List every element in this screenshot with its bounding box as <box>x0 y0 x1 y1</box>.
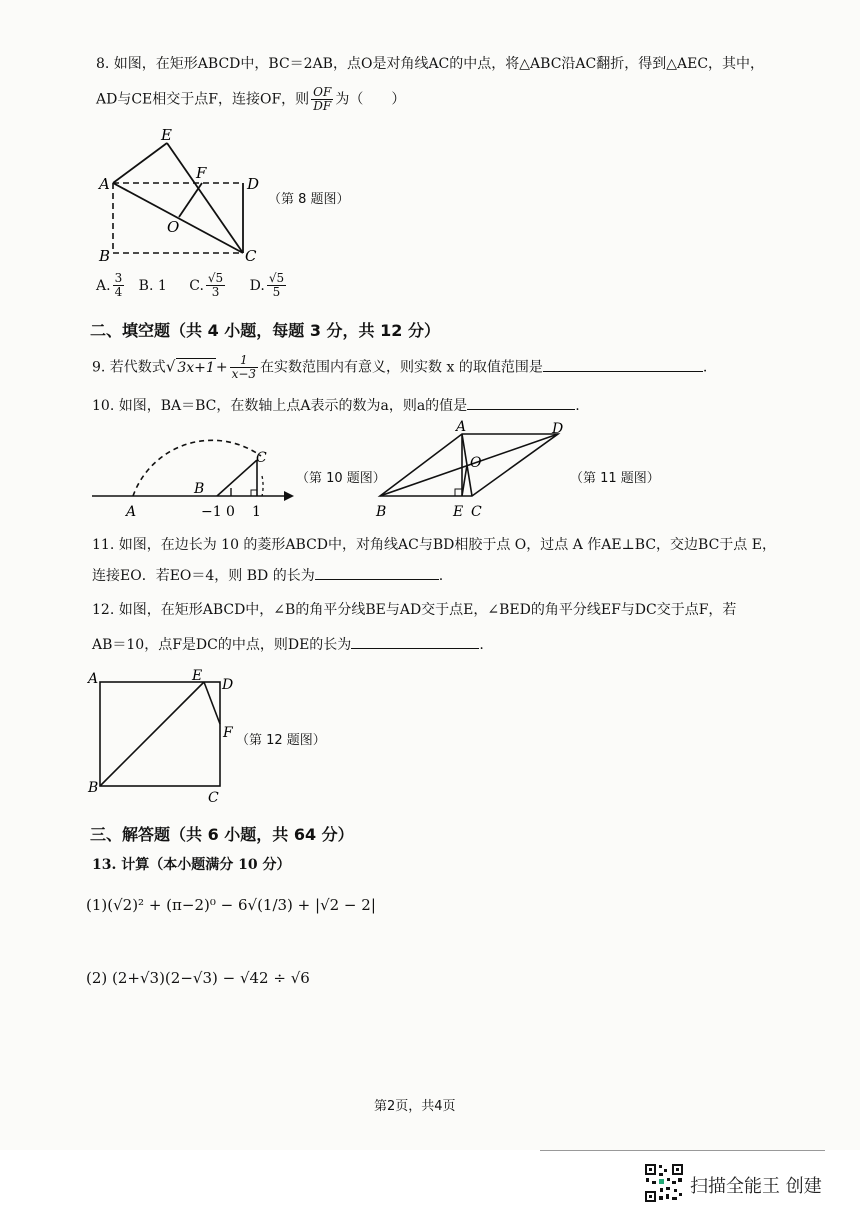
q11-line1: 11. 如图，在边长为 10 的菱形ABCD中，对角线AC与BD相胶于点 O，过点 A 作AE⊥BC，交边BC于点 E， <box>92 537 776 553</box>
q10-text: 10. 如图，BA＝BC，在数轴上点A表示的数为a，则a的值是 . <box>92 398 580 414</box>
q10-figure <box>88 420 298 525</box>
q10-tick-0: 0 <box>226 504 235 520</box>
q11-answer-blank[interactable] <box>315 579 439 580</box>
q12-figure <box>86 668 246 806</box>
q12-label-F: F <box>223 725 233 741</box>
q8-line2-pre: AD与CE相交于点F，连接OF，则 <box>96 91 310 108</box>
q13-part1: (1)(√2)² + (π−2)⁰ − 6√(1/3) + |√2 − 2| <box>86 896 376 914</box>
q10-prompt: 10. 如图，BA＝BC，在数轴上点A表示的数为a，则a的值是 <box>92 398 468 414</box>
q12-line2: AB＝10，点F是DC的中点，则DE的长为 . <box>92 637 484 653</box>
section-2-heading: 二、填空题（共 4 小题，每题 3 分，共 12 分） <box>90 321 440 340</box>
q10-label-B: B <box>194 481 205 497</box>
q8-caption: （第 8 题图） <box>268 192 350 207</box>
q8-label-E: E <box>161 126 172 144</box>
scanner-brand-text: 扫描全能王 创建 <box>690 1176 822 1197</box>
q10-answer-blank[interactable] <box>467 409 575 410</box>
q12-label-B: B <box>88 780 99 796</box>
q9-answer-blank[interactable] <box>543 371 703 372</box>
q11-line2: 连接EO．若EO＝4，则 BD 的长为 . <box>92 568 444 584</box>
q9-radicand: 3x+1 <box>177 359 215 376</box>
page-number: 第2页，共4页 <box>374 1099 456 1114</box>
q12-label-C: C <box>208 790 219 806</box>
q8-frac-den: DF <box>313 99 332 113</box>
q12-line1: 12. 如图，在矩形ABCD中，∠B的角平分线BE与AD交于点E，∠BED的角平分线EF与DC交于点F，若 <box>92 602 737 618</box>
q10-label-C: C <box>256 450 267 466</box>
q8-option-b: B. 1 <box>138 277 167 294</box>
q12-label-E: E <box>192 668 203 684</box>
q11-figure <box>368 420 578 525</box>
q8-option-a: A. $\frac{3}{4}$ <box>96 271 123 299</box>
q8-line2 <box>96 86 405 113</box>
q9-post: 在实数范围内有意义，则实数 x 的取值范围是 <box>260 359 543 376</box>
q13-title: 13. 计算（本小题满分 10 分） <box>92 857 291 873</box>
q8-label-O: O <box>167 218 180 236</box>
section-3-heading: 三、解答题（共 6 小题，共 64 分） <box>90 825 354 844</box>
q11-label-B: B <box>376 504 387 520</box>
q10-label-A: A <box>126 504 137 520</box>
q8-fraction <box>311 86 333 113</box>
q8-line1: 8. 如图，在矩形ABCD中，BC＝2AB，点O是对角线AC的中点，将△ABC沿AC翻折，得到△AEC，其中， <box>96 56 765 72</box>
q12-label-A: A <box>88 671 99 687</box>
q10-tick-1: 1 <box>252 504 261 520</box>
bottom-rule <box>540 1150 825 1151</box>
q12-answer-blank[interactable] <box>351 648 479 649</box>
q13-part2: (2) (2+√3)(2−√3) − √42 ÷ √6 <box>86 969 310 987</box>
q8-label-B: B <box>99 247 111 265</box>
q8-line2-post: 为（ ） <box>335 91 406 108</box>
q8-option-d: D. $\frac{√5}{5}$ <box>249 271 285 299</box>
q12-caption: （第 12 题图） <box>236 733 326 748</box>
q8-option-c: C. $\frac{√5}{3}$ <box>189 271 224 299</box>
q11-label-O: O <box>470 455 482 471</box>
q8-label-F: F <box>196 164 207 182</box>
q9: 9. 若代数式√ 3x+1+ $\frac{1}{x-3}$ 在实数范围内有意义，则实数 x 的取值范围是 . <box>92 353 708 381</box>
q11-label-D: D <box>552 421 564 437</box>
qr-code-icon <box>644 1163 684 1203</box>
q8-figure <box>95 125 270 270</box>
q8-label-D: D <box>247 175 260 193</box>
q8-frac-num: OF <box>313 85 332 99</box>
q12-label-D: D <box>222 677 234 693</box>
q9-pre: 9. 若代数式 <box>92 359 166 376</box>
q11-label-E: E <box>453 504 464 520</box>
q9-fraction: $\frac{1}{x-3}$ <box>231 353 257 381</box>
q10-caption: （第 10 题图） <box>296 471 386 486</box>
q11-label-C: C <box>471 504 482 520</box>
q8-options <box>96 272 288 299</box>
q10-tick-minus1: −1 <box>201 504 222 520</box>
q8-label-C: C <box>245 247 257 265</box>
q11-label-A: A <box>456 420 467 435</box>
q11-caption: （第 11 题图） <box>570 471 660 486</box>
q8-label-A: A <box>99 175 110 193</box>
